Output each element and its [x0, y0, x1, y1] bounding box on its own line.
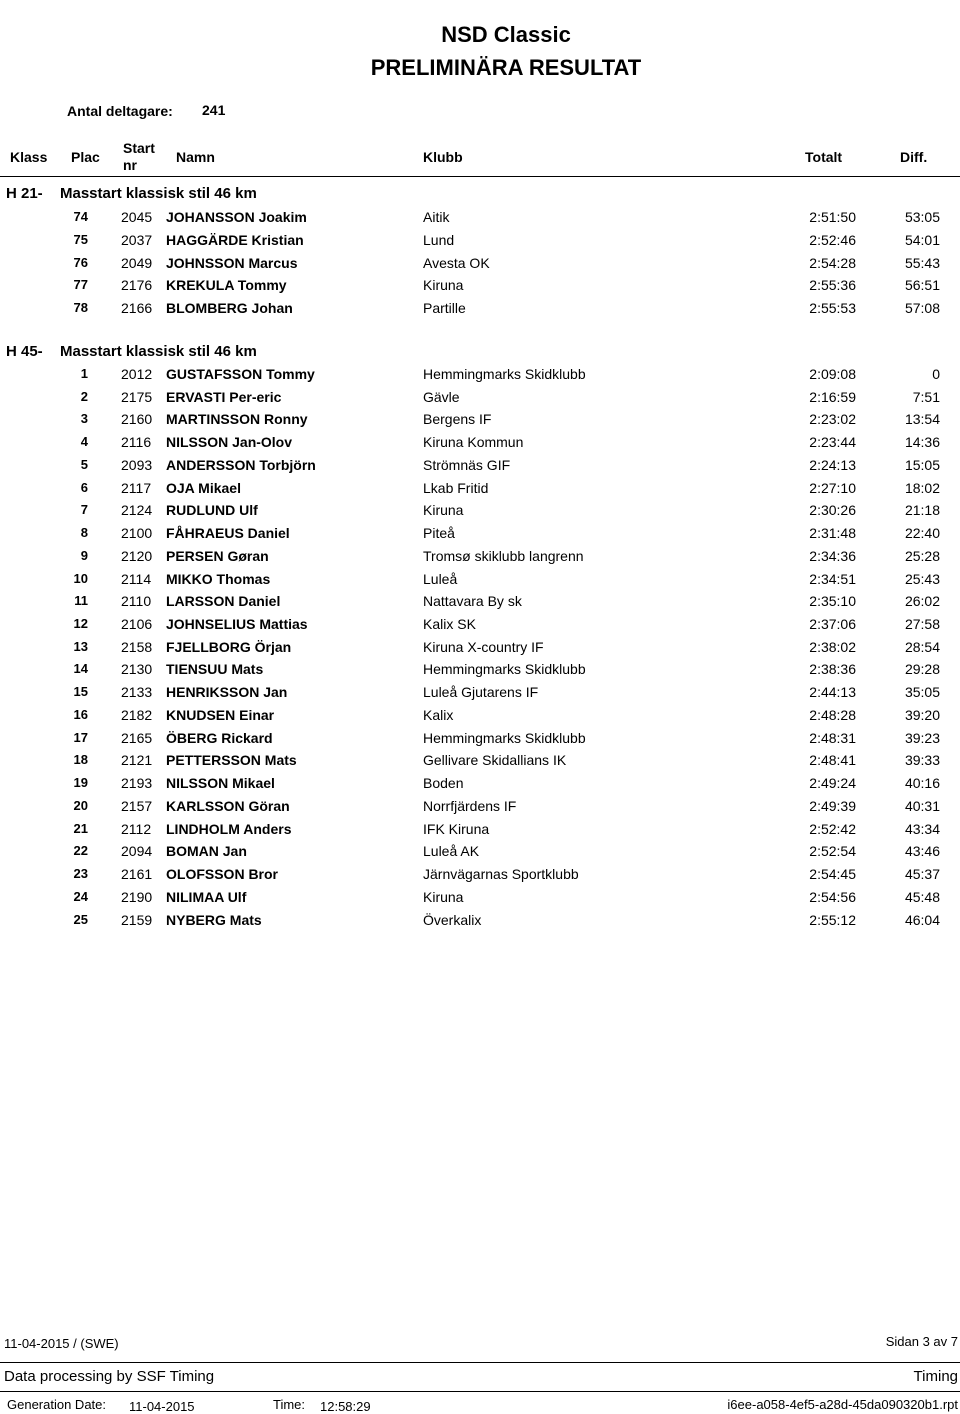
athlete-name: ANDERSSON Torbjörn — [166, 456, 316, 473]
athlete-name: LINDHOLM Anders — [166, 820, 292, 837]
col-klass: Klass — [10, 149, 48, 165]
group-klass: H 21- — [6, 185, 43, 202]
total-time: 2:55:53 — [809, 300, 856, 317]
table-row — [0, 502, 960, 524]
col-namn: Namn — [176, 149, 215, 165]
athlete-name: PETTERSSON Mats — [166, 752, 297, 769]
placement: 7 — [80, 502, 88, 518]
time-diff: 40:16 — [904, 775, 940, 792]
participants-count: 241 — [202, 102, 226, 118]
table-row — [0, 661, 960, 683]
table-row — [0, 411, 960, 433]
placement: 75 — [73, 231, 88, 247]
start-number: 2157 — [121, 797, 153, 814]
table-row — [0, 821, 960, 843]
footer-date: 11-04-2015 / (SWE) — [4, 1336, 119, 1351]
placement: 19 — [73, 775, 88, 791]
placement: 24 — [73, 888, 88, 904]
total-time: 2:52:46 — [809, 231, 856, 248]
club-name: Kiruna X-country IF — [423, 638, 544, 655]
start-number: 2190 — [121, 888, 153, 905]
placement: 12 — [73, 616, 88, 632]
club-name: Tromsø skiklubb langrenn — [423, 547, 584, 564]
start-number: 2158 — [121, 638, 153, 655]
generation-label: Generation Date: — [7, 1397, 107, 1412]
start-number: 2160 — [121, 411, 153, 428]
club-name: Boden — [423, 775, 464, 792]
athlete-name: NILSSON Mikael — [166, 775, 275, 792]
table-row — [0, 912, 960, 934]
athlete-name: OLOFSSON Bror — [166, 866, 279, 883]
total-time: 2:16:59 — [809, 388, 856, 405]
start-number: 2133 — [121, 684, 153, 701]
table-row — [0, 434, 960, 456]
total-time: 2:54:56 — [809, 888, 856, 905]
club-name: Gävle — [423, 388, 460, 405]
athlete-name: ERVASTI Per-eric — [166, 388, 282, 405]
col-start: Start — [123, 140, 155, 156]
start-number: 2159 — [121, 911, 153, 928]
table-row — [0, 730, 960, 752]
athlete-name: NILIMAA Ulf — [166, 888, 247, 905]
placement: 4 — [80, 434, 88, 450]
start-number: 2117 — [121, 479, 152, 496]
table-row — [0, 209, 960, 231]
total-time: 2:54:28 — [809, 254, 856, 271]
total-time: 2:35:10 — [809, 593, 856, 610]
time-diff: 28:54 — [904, 638, 940, 655]
start-number: 2012 — [121, 366, 153, 382]
placement: 21 — [73, 820, 88, 836]
total-time: 2:09:08 — [809, 366, 856, 382]
club-name: Strömnäs GIF — [423, 456, 511, 473]
start-number: 2165 — [121, 729, 153, 746]
club-name: Kiruna — [423, 502, 464, 519]
total-time: 2:34:51 — [809, 570, 856, 587]
time-diff: 39:20 — [904, 706, 940, 723]
athlete-name: LARSSON Daniel — [166, 593, 281, 610]
total-time: 2:31:48 — [809, 525, 856, 542]
start-number: 2110 — [121, 593, 152, 610]
total-time: 2:27:10 — [809, 479, 856, 496]
time-diff: 14:36 — [904, 434, 940, 451]
group-title: Masstart klassisk stil 46 km — [60, 343, 257, 360]
club-name: Hemmingmarks Skidklubb — [423, 729, 586, 746]
time-diff: 25:28 — [904, 547, 940, 564]
athlete-name: MIKKO Thomas — [166, 570, 271, 587]
placement: 6 — [80, 479, 88, 495]
placement: 2 — [80, 388, 88, 404]
time-diff: 43:46 — [904, 843, 940, 860]
athlete-name: NILSSON Jan-Olov — [166, 434, 293, 451]
total-time: 2:52:54 — [809, 843, 856, 860]
club-name: Överkalix — [423, 911, 482, 928]
placement: 5 — [80, 456, 88, 472]
total-time: 2:54:45 — [809, 866, 856, 883]
club-name: Gellivare Skidallians IK — [423, 752, 567, 769]
total-time: 2:34:36 — [809, 547, 856, 564]
col-klubb: Klubb — [423, 149, 463, 165]
time-diff: 7:51 — [912, 388, 940, 405]
footer-divider — [0, 1362, 960, 1363]
table-row — [0, 843, 960, 865]
placement: 16 — [73, 706, 88, 722]
placement: 17 — [73, 729, 88, 745]
start-number: 2166 — [121, 300, 153, 317]
time-diff: 39:23 — [904, 729, 940, 746]
placement: 9 — [80, 547, 88, 563]
start-number: 2094 — [121, 843, 153, 860]
total-time: 2:49:39 — [809, 797, 856, 814]
footer-timing: Timing — [913, 1368, 958, 1385]
header-divider — [0, 176, 960, 177]
placement: 11 — [74, 593, 88, 609]
table-row — [0, 277, 960, 299]
placement: 13 — [73, 638, 88, 654]
table-row — [0, 593, 960, 615]
placement: 25 — [73, 911, 88, 927]
club-name: IFK Kiruna — [423, 820, 490, 837]
athlete-name: TIENSUU Mats — [166, 661, 264, 678]
table-row — [0, 752, 960, 774]
placement: 15 — [73, 684, 88, 700]
start-number: 2106 — [121, 616, 153, 633]
club-name: Nattavara By sk — [423, 593, 522, 610]
athlete-name: HENRIKSSON Jan — [166, 684, 288, 701]
col-nr: nr — [123, 157, 137, 173]
table-row — [0, 775, 960, 797]
time-diff: 0 — [932, 366, 940, 382]
table-row — [0, 232, 960, 254]
athlete-name: FJELLBORG Örjan — [166, 638, 292, 655]
start-number: 2037 — [121, 231, 153, 248]
start-number: 2049 — [121, 254, 153, 271]
start-number: 2130 — [121, 661, 153, 678]
time-diff: 39:33 — [904, 752, 940, 769]
time-diff: 35:05 — [904, 684, 940, 701]
results-subtitle: PRELIMINÄRA RESULTAT — [370, 55, 642, 80]
club-name: Kalix SK — [423, 616, 476, 633]
athlete-name: JOHANSSON Joakim — [166, 209, 307, 225]
start-number: 2182 — [121, 706, 153, 723]
time-diff: 46:04 — [904, 911, 940, 928]
athlete-name: KNUDSEN Einar — [166, 706, 275, 723]
footer-divider-2 — [0, 1391, 960, 1392]
table-row — [0, 389, 960, 411]
placement: 74 — [73, 209, 88, 224]
table-row — [0, 480, 960, 502]
club-name: Hemmingmarks Skidklubb — [423, 366, 586, 382]
total-time: 2:48:31 — [809, 729, 856, 746]
athlete-name: KREKULA Tommy — [166, 277, 287, 294]
club-name: Kiruna — [423, 888, 464, 905]
start-number: 2176 — [121, 277, 153, 294]
total-time: 2:24:13 — [809, 456, 856, 473]
group-klass: H 45- — [6, 343, 43, 360]
event-title: NSD Classic — [441, 22, 571, 47]
table-row — [0, 571, 960, 593]
total-time: 2:52:42 — [809, 820, 856, 837]
total-time: 2:51:50 — [809, 209, 856, 225]
club-name: Piteå — [423, 525, 455, 542]
athlete-name: BOMAN Jan — [166, 843, 247, 860]
start-number: 2161 — [121, 866, 153, 883]
club-name: Luleå — [423, 570, 458, 587]
club-name: Kiruna — [423, 277, 464, 294]
start-number: 2193 — [121, 775, 153, 792]
time-diff: 29:28 — [904, 661, 940, 678]
table-row — [0, 255, 960, 277]
club-name: Järnvägarnas Sportklubb — [423, 866, 579, 883]
club-name: Luleå AK — [423, 843, 480, 860]
total-time: 2:55:12 — [809, 911, 856, 928]
placement: 20 — [73, 797, 88, 813]
start-number: 2116 — [121, 434, 152, 451]
start-number: 2124 — [121, 502, 153, 519]
start-number: 2100 — [121, 525, 153, 542]
total-time: 2:30:26 — [809, 502, 856, 519]
table-row — [0, 457, 960, 479]
athlete-name: GUSTAFSSON Tommy — [166, 366, 315, 382]
start-number: 2120 — [121, 547, 153, 564]
club-name: Aitik — [423, 209, 450, 225]
placement: 3 — [80, 411, 88, 427]
time-diff: 45:37 — [904, 866, 940, 883]
club-name: Kalix — [423, 706, 454, 723]
athlete-name: OJA Mikael — [166, 479, 241, 496]
placement: 1 — [80, 366, 88, 381]
athlete-name: NYBERG Mats — [166, 911, 262, 928]
total-time: 2:23:02 — [809, 411, 856, 428]
footer-page: Sidan 3 av 7 — [885, 1334, 958, 1349]
table-row — [0, 366, 960, 388]
time-label: Time: — [273, 1397, 306, 1412]
club-name: Avesta OK — [423, 254, 490, 271]
table-row — [0, 616, 960, 638]
time-diff: 21:18 — [904, 502, 940, 519]
col-totalt: Totalt — [805, 149, 843, 165]
total-time: 2:44:13 — [809, 684, 856, 701]
time-diff: 43:34 — [904, 820, 940, 837]
time-diff: 18:02 — [904, 479, 940, 496]
athlete-name: JOHNSSON Marcus — [166, 254, 298, 271]
time-diff: 55:43 — [904, 254, 940, 271]
club-name: Lund — [423, 231, 455, 248]
placement: 23 — [73, 866, 88, 882]
athlete-name: BLOMBERG Johan — [166, 300, 293, 317]
time-diff: 40:31 — [904, 797, 940, 814]
group-title: Masstart klassisk stil 46 km — [60, 185, 257, 202]
time-diff: 15:05 — [904, 456, 940, 473]
time-diff: 53:05 — [904, 209, 940, 225]
time-diff: 25:43 — [904, 570, 940, 587]
total-time: 2:48:41 — [809, 752, 856, 769]
table-row — [0, 525, 960, 547]
table-row — [0, 707, 960, 729]
total-time: 2:38:36 — [809, 661, 856, 678]
table-row — [0, 798, 960, 820]
col-diff: Diff. — [900, 149, 928, 165]
total-time: 2:48:28 — [809, 706, 856, 723]
total-time: 2:55:36 — [809, 277, 856, 294]
athlete-name: HAGGÄRDE Kristian — [166, 231, 304, 248]
table-row — [0, 866, 960, 888]
club-name: Lkab Fritid — [423, 479, 489, 496]
start-number: 2175 — [121, 388, 153, 405]
time-diff: 26:02 — [904, 593, 940, 610]
total-time: 2:23:44 — [809, 434, 856, 451]
table-row — [0, 889, 960, 911]
start-number: 2112 — [121, 820, 152, 837]
placement: 76 — [73, 254, 88, 270]
time-diff: 54:01 — [904, 231, 940, 248]
athlete-name: MARTINSSON Ronny — [166, 411, 308, 428]
placement: 77 — [73, 277, 88, 293]
total-time: 2:38:02 — [809, 638, 856, 655]
athlete-name: PERSEN Gøran — [166, 547, 269, 564]
table-row — [0, 684, 960, 706]
placement: 14 — [73, 661, 88, 677]
athlete-name: KARLSSON Göran — [166, 797, 290, 814]
athlete-name: ÖBERG Rickard — [166, 729, 273, 746]
table-row — [0, 548, 960, 570]
placement: 8 — [80, 525, 88, 541]
placement: 78 — [73, 300, 88, 316]
time-diff: 27:58 — [904, 616, 940, 633]
club-name: Partille — [423, 300, 466, 317]
time-diff: 56:51 — [904, 277, 940, 294]
col-plac: Plac — [71, 149, 100, 165]
athlete-name: RUDLUND Ulf — [166, 502, 258, 519]
placement: 22 — [73, 843, 88, 859]
placement: 10 — [73, 570, 88, 586]
participants-label: Antal deltagare: — [67, 103, 173, 119]
report-file: i6ee-a058-4ef5-a28d-45da090320b1.rpt — [727, 1397, 958, 1412]
total-time: 2:49:24 — [809, 775, 856, 792]
club-name: Kiruna Kommun — [423, 434, 524, 451]
time-diff: 57:08 — [904, 300, 940, 317]
time-diff: 45:48 — [904, 888, 940, 905]
start-number: 2093 — [121, 456, 153, 473]
generation-date: 11-04-2015 — [129, 1399, 195, 1414]
club-name: Norrfjärdens IF — [423, 797, 517, 814]
time-value: 12:58:29 — [320, 1399, 371, 1414]
table-row — [0, 639, 960, 661]
athlete-name: JOHNSELIUS Mattias — [166, 616, 308, 633]
table-row — [0, 300, 960, 322]
total-time: 2:37:06 — [809, 616, 856, 633]
club-name: Luleå Gjutarens IF — [423, 684, 539, 701]
time-diff: 22:40 — [904, 525, 940, 542]
club-name: Bergens IF — [423, 411, 492, 428]
start-number: 2121 — [121, 752, 153, 769]
start-number: 2045 — [121, 209, 153, 225]
time-diff: 13:54 — [904, 411, 940, 428]
placement: 18 — [73, 752, 88, 768]
club-name: Hemmingmarks Skidklubb — [423, 661, 586, 678]
athlete-name: FÅHRAEUS Daniel — [166, 525, 290, 542]
footer-processing: Data processing by SSF Timing — [4, 1368, 215, 1385]
start-number: 2114 — [121, 570, 152, 587]
